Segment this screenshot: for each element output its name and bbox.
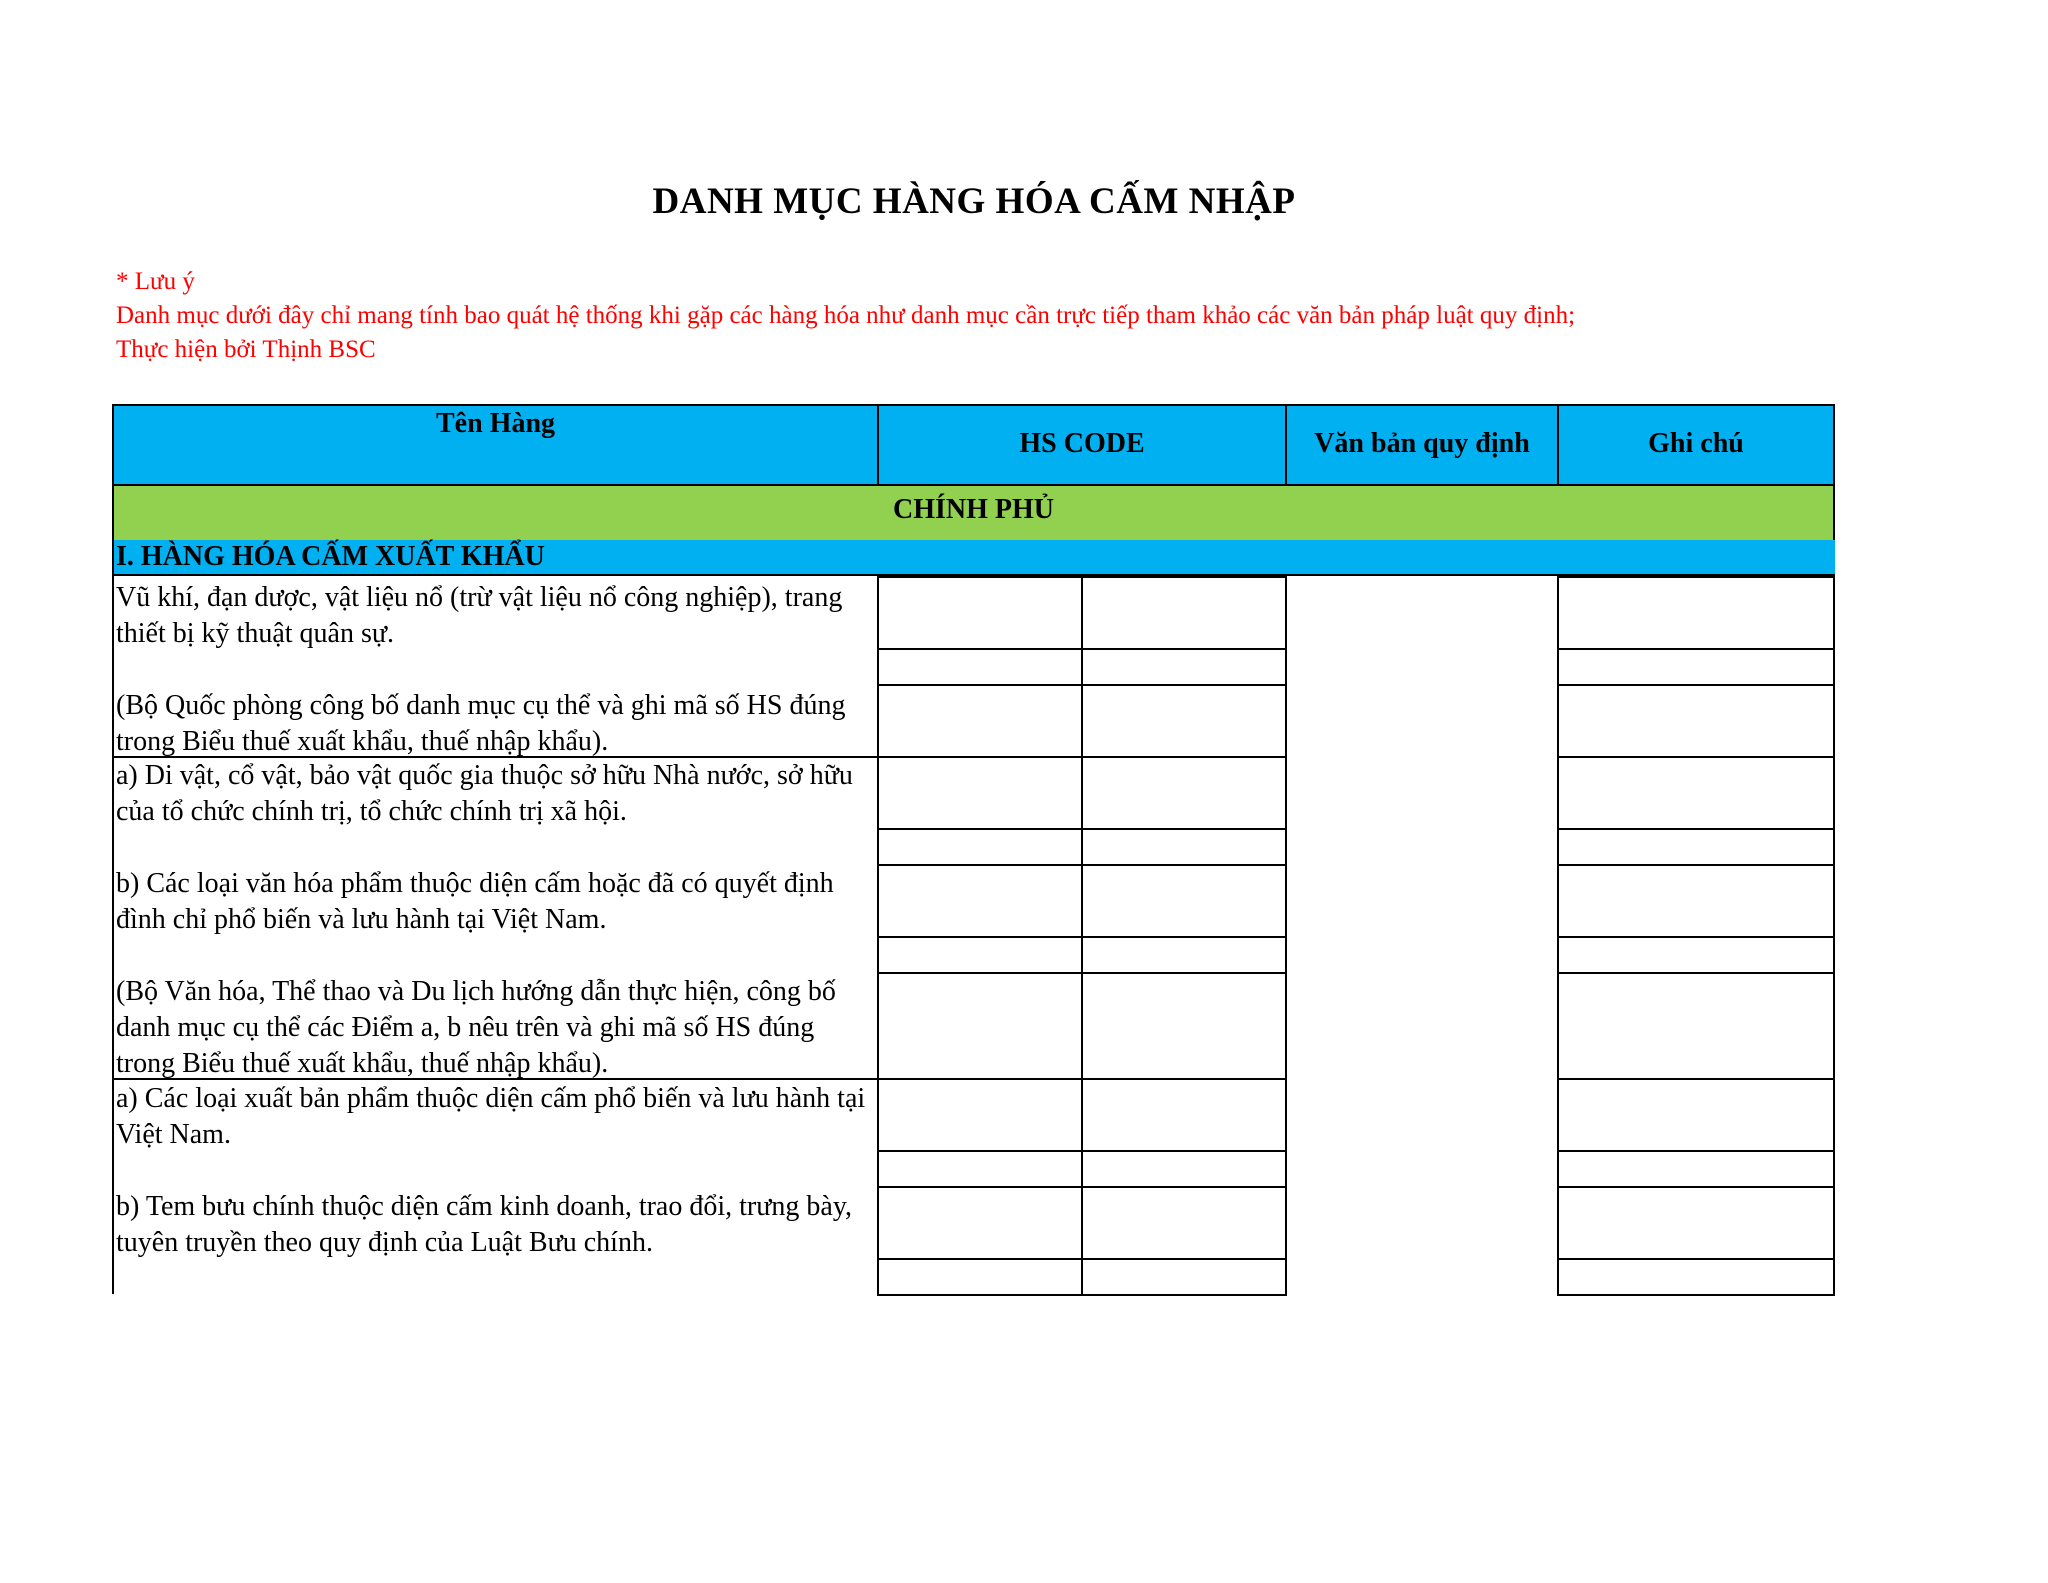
empty-cell: [1081, 828, 1287, 866]
table-row-weapons: Vũ khí, đạn dược, vật liệu nổ (trừ vật liệu nổ công nghiệp), trang thiết bị kỹ thuật quân sự. (Bộ Quốc phòng công bố danh mục cụ thể và ghi mã số HS đúng trong Biểu thuế xuất khẩu, thuế nhập khẩu).: [116, 582, 846, 757]
empty-cell: [1557, 684, 1835, 758]
note-author: Thực hiện bởi Thịnh BSC: [116, 336, 376, 363]
note-text: Danh mục dưới đây chỉ mang tính bao quát hệ thống khi gặp các hàng hóa như danh mục cần trực tiếp tham khảo các văn bản pháp luật quy định;: [116, 302, 1576, 329]
page-title: DANH MỤC HÀNG HÓA CẤM NHẬP: [652, 181, 1296, 222]
empty-cell: [1081, 972, 1287, 1080]
empty-cell: [1557, 972, 1835, 1080]
empty-cell: [877, 648, 1083, 686]
empty-cell: [1557, 1186, 1835, 1260]
header-hs-code: HS CODE: [1019, 428, 1145, 459]
empty-cell: [1557, 1150, 1835, 1188]
section-label: I. HÀNG HÓA CẤM XUẤT KHẨU: [116, 541, 545, 572]
government-label: CHÍNH PHỦ: [893, 494, 1054, 525]
empty-cell: [1081, 936, 1287, 974]
empty-cell: [877, 1258, 1083, 1296]
empty-cell: [1081, 756, 1287, 830]
empty-cell: [1081, 864, 1287, 938]
empty-cell: [1081, 684, 1287, 758]
empty-cell: [1081, 648, 1287, 686]
table-row-relics-culture: a) Di vật, cổ vật, bảo vật quốc gia thuộc sở hữu Nhà nước, sở hữu của tổ chức chính trị, tổ chức chính trị xã hội. b) Các loại văn hóa phẩm thuộc diện cấm hoặc đã có quyết định đình chỉ phổ biến và lưu hành tại Việt Nam. (Bộ Văn hóa, Thể thao và Du lịch hướng dẫn thực hiện, công bố danh mục cụ thể các Điểm a, b nêu trên và ghi mã số HS đúng trong Biểu thuế xuất khẩu, thuế nhập khẩu).: [116, 760, 853, 1079]
empty-cell: [1557, 576, 1835, 650]
empty-cell: [877, 1078, 1083, 1152]
empty-cell: [877, 756, 1083, 830]
empty-cell: [1081, 1150, 1287, 1188]
header-ghi-chu: Ghi chú: [1648, 428, 1744, 459]
empty-cell: [1557, 756, 1835, 830]
table-row-publications-stamps: a) Các loại xuất bản phẩm thuộc diện cấm phổ biến và lưu hành tại Việt Nam. b) Tem bưu chính thuộc diện cấm kinh doanh, trao đổi, trưng bày, tuyên truyền theo quy định của Luật Bưu chính.: [116, 1083, 866, 1258]
empty-cell: [1557, 648, 1835, 686]
empty-cell: [1557, 828, 1835, 866]
empty-cell: [1081, 1078, 1287, 1152]
header-ten-hang: Tên Hàng: [435, 408, 556, 439]
empty-cell: [1081, 1258, 1287, 1296]
empty-cell: [877, 1186, 1083, 1260]
empty-cell: [1081, 576, 1287, 650]
empty-cell: [877, 828, 1083, 866]
empty-cell: [1557, 1258, 1835, 1296]
empty-cell: [877, 864, 1083, 938]
empty-cell: [877, 576, 1083, 650]
empty-cell: [877, 684, 1083, 758]
empty-cell: [1557, 936, 1835, 974]
header-van-ban-quy-dinh: Văn bản quy định: [1314, 428, 1530, 459]
empty-cell: [877, 1150, 1083, 1188]
empty-cell: [877, 972, 1083, 1080]
empty-cell: [877, 936, 1083, 974]
empty-cell: [1557, 1078, 1835, 1152]
note-label: * Lưu ý: [116, 268, 195, 295]
empty-cell: [1081, 1186, 1287, 1260]
empty-cell: [1557, 864, 1835, 938]
